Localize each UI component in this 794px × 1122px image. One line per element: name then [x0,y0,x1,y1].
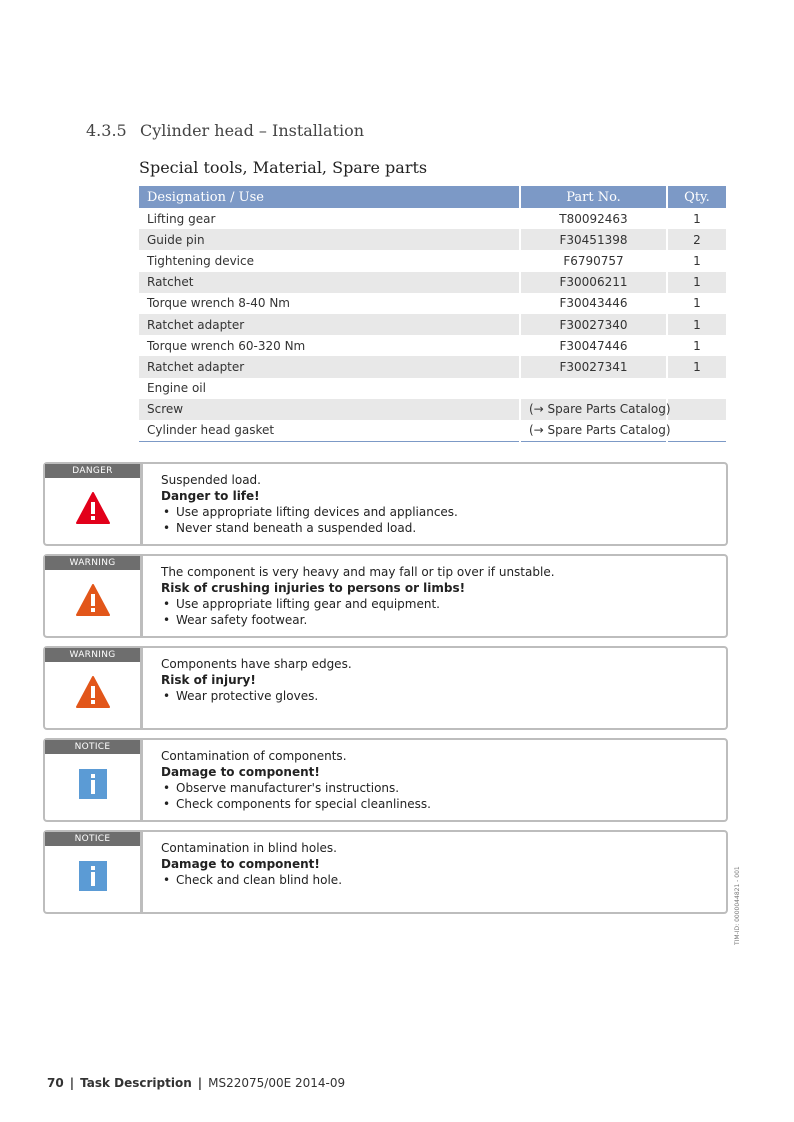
cell-qty [667,378,726,399]
notice-consequence: Damage to component! [161,765,320,779]
section-number: 4.3.5 [86,121,127,140]
notice-hazard: Suspended load. [161,473,261,487]
footer-doc-id: MS22075/00E 2014-09 [208,1076,346,1090]
warning-triangle-icon [76,584,110,616]
cell-part-no: F30027340 [520,314,667,335]
notice-bullet-list [161,780,718,812]
notice-bullet-list [161,872,718,888]
notice-symbol-panel [45,556,143,636]
footer [47,1076,345,1090]
cell-designation: Ratchet adapter [139,356,520,377]
safety-notice-notice [43,738,728,822]
notice-symbol-panel [45,740,143,820]
parts-table [139,186,726,442]
notice-hazard: The component is very heavy and may fall or tip over if unstable. [161,565,555,579]
document-id: TIM-ID: 0000044821 - 001 [734,866,741,945]
notice-symbol-panel [45,464,143,544]
safety-notice-notice [43,830,728,914]
cell-part-no: F30451398 [520,229,667,250]
info-icon [76,768,110,800]
table-header-row [139,186,726,208]
notice-body [161,472,718,536]
notice-body [161,840,718,888]
cell-part-no: T80092463 [520,208,667,229]
safety-notice-warning [43,646,728,730]
cell-designation: Screw [139,399,520,420]
table-row [139,399,726,420]
cell-part-no: F30047446 [520,335,667,356]
table-row [139,420,726,442]
cell-designation: Torque wrench 60-320 Nm [139,335,520,356]
notice-bullet: • Wear protective gloves. [161,688,718,704]
notice-bullet: • Never stand beneath a suspended load. [161,520,718,536]
cell-designation: Lifting gear [139,208,520,229]
table-row [139,250,726,271]
notice-tag: DANGER [45,464,140,478]
safety-notice-warning [43,554,728,638]
table-row [139,208,726,229]
notice-body [161,656,718,704]
cell-part-no: (→ Spare Parts Catalog) [520,420,667,442]
cell-designation: Cylinder head gasket [139,420,520,442]
section-heading [86,121,364,140]
cell-qty: 1 [667,208,726,229]
notice-consequence: Risk of injury! [161,673,256,687]
notice-symbol-panel [45,648,143,728]
safety-notice-danger [43,462,728,546]
notice-tag: NOTICE [45,740,140,754]
notice-bullet: • Check and clean blind hole. [161,872,718,888]
notice-tag: WARNING [45,648,140,662]
sub-heading: Special tools, Material, Spare parts [139,158,428,177]
cell-designation: Guide pin [139,229,520,250]
cell-qty [667,420,726,442]
notice-hazard: Contamination in blind holes. [161,841,337,855]
table-row [139,378,726,399]
notice-bullet: • Use appropriate lifting devices and appliances. [161,504,718,520]
cell-qty: 1 [667,250,726,271]
cell-part-no: F30006211 [520,272,667,293]
notice-consequence: Danger to life! [161,489,260,503]
cell-designation: Engine oil [139,378,520,399]
notice-consequence: Risk of crushing injuries to persons or limbs! [161,581,466,595]
cell-part-no: (→ Spare Parts Catalog) [520,399,667,420]
table-row [139,229,726,250]
footer-separator: | [69,1076,75,1090]
table-row [139,272,726,293]
cell-part-no: F30043446 [520,293,667,314]
notice-bullet: • Wear safety footwear. [161,612,718,628]
page-number: 70 [47,1076,64,1090]
notice-consequence: Damage to component! [161,857,320,871]
table-row [139,314,726,335]
cell-qty: 1 [667,335,726,356]
cell-qty: 1 [667,293,726,314]
cell-qty [667,399,726,420]
notice-bullet-list [161,504,718,536]
header-designation: Designation / Use [139,186,520,208]
cell-qty: 1 [667,272,726,293]
cell-designation: Torque wrench 8-40 Nm [139,293,520,314]
table-row [139,335,726,356]
notice-hazard: Contamination of components. [161,749,347,763]
footer-separator: | [197,1076,203,1090]
notice-body [161,564,718,628]
warning-triangle-icon [76,676,110,708]
notice-symbol-panel [45,832,143,912]
notice-tag: WARNING [45,556,140,570]
notice-bullet-list [161,688,718,704]
notice-bullet: • Use appropriate lifting gear and equipment. [161,596,718,612]
notice-body [161,748,718,812]
cell-part-no: F30027341 [520,356,667,377]
notice-tag: NOTICE [45,832,140,846]
cell-part-no [520,378,667,399]
footer-chapter: Task Description [80,1076,192,1090]
cell-designation: Ratchet [139,272,520,293]
warning-triangle-icon [76,492,110,524]
notice-bullet-list [161,596,718,628]
cell-designation: Tightening device [139,250,520,271]
cell-qty: 2 [667,229,726,250]
table-row [139,356,726,377]
cell-designation: Ratchet adapter [139,314,520,335]
header-qty: Qty. [667,186,726,208]
info-icon [76,860,110,892]
section-title: Cylinder head – Installation [140,121,365,140]
header-part-no: Part No. [520,186,667,208]
notice-hazard: Components have sharp edges. [161,657,352,671]
notice-bullet: • Check components for special cleanliness. [161,796,718,812]
cell-part-no: F6790757 [520,250,667,271]
cell-qty: 1 [667,356,726,377]
table-row [139,293,726,314]
notice-bullet: • Observe manufacturer's instructions. [161,780,718,796]
cell-qty: 1 [667,314,726,335]
